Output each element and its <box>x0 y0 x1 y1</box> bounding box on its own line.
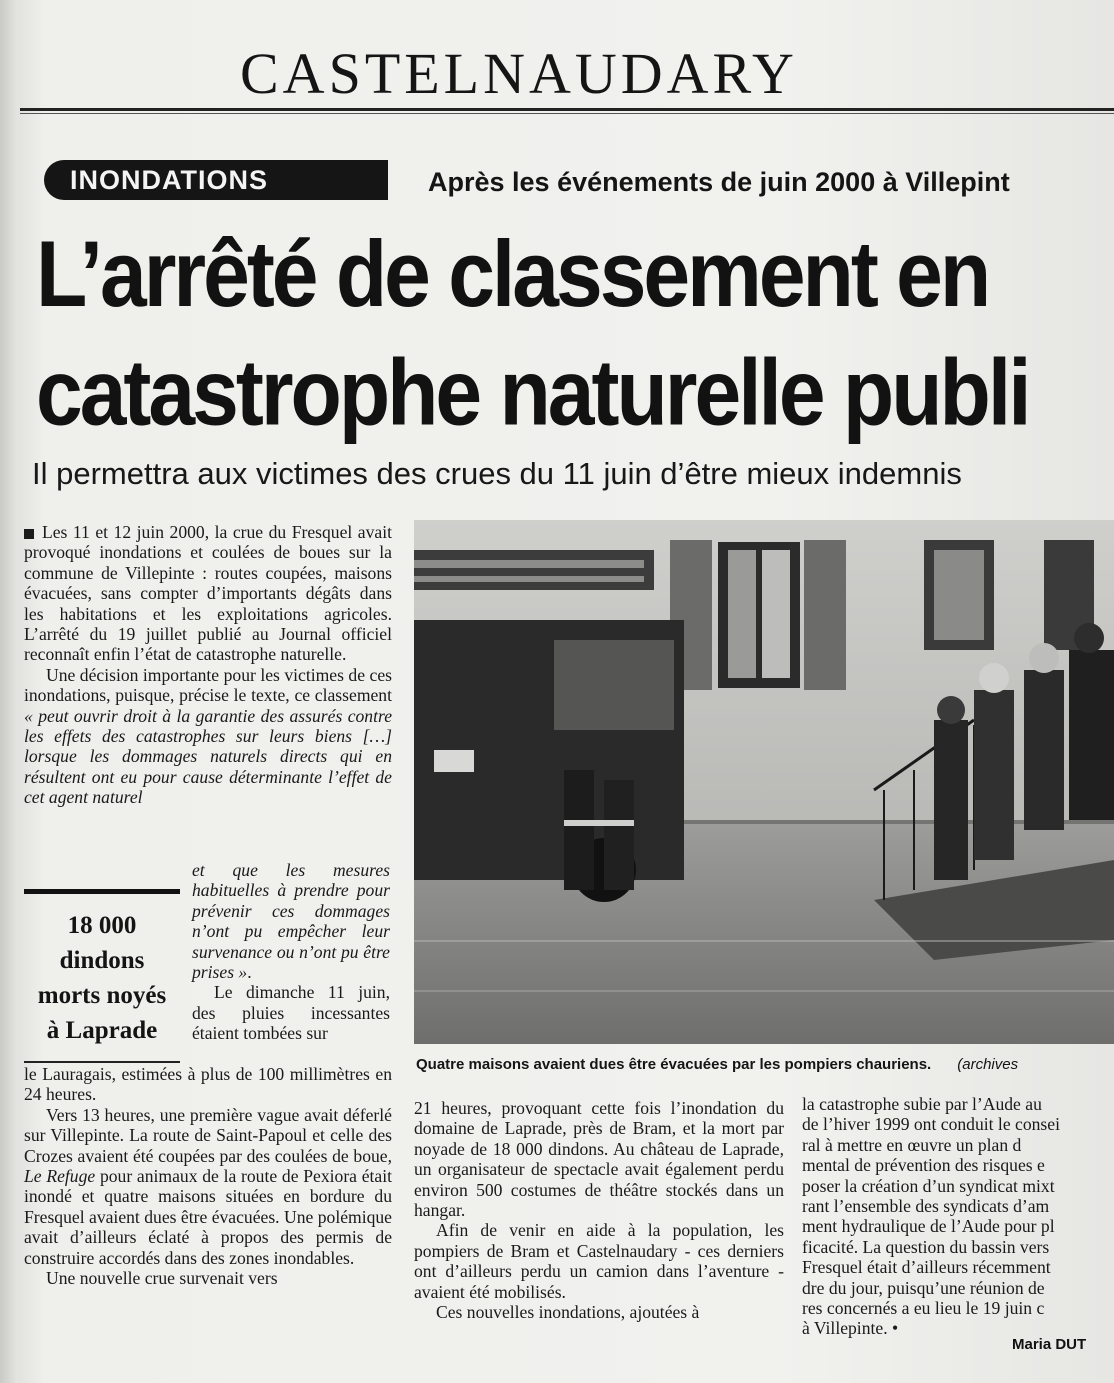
firefighter <box>604 780 634 890</box>
firefighter <box>564 770 594 890</box>
column-line: dre du jour, puisqu’une réunion de <box>802 1277 1045 1298</box>
article-paragraph <box>24 665 392 808</box>
paragraph-text: Une décision importante pour les victimes de ces inondations, puisque, précise le texte, ce classement <box>24 664 392 706</box>
kicker: Après les événements de juin 2000 à Villepint <box>428 167 1010 197</box>
sidebox-bottom-rule <box>24 1061 180 1063</box>
article-paragraph <box>192 982 390 1043</box>
paragraph-text: Une nouvelle crue survenait vers <box>46 1268 278 1289</box>
paragraph-text: Afin de venir en aide à la population, les pompiers de Bram et Castelnaudary - ces derniers ont d’ailleurs perdu un camion dans l’aventure - avaient été mobilisés. <box>414 1220 784 1302</box>
article-column-2 <box>414 1098 784 1322</box>
column-line: la catastrophe subie par l’Aude au <box>802 1094 1042 1114</box>
article-paragraph <box>414 1220 784 1302</box>
person <box>1069 650 1114 820</box>
article-paragraph <box>414 1098 784 1220</box>
article-column-3 <box>802 1094 1114 1344</box>
person <box>974 690 1014 860</box>
paragraph-text: le Lauragais, estimées à plus de 100 millimètres en 24 heures. <box>24 1064 392 1105</box>
italic-name: Le Refuge <box>24 1166 96 1187</box>
column-line: de l’hiver 1999 ont conduit le consei <box>802 1114 1060 1135</box>
flood-photo <box>414 520 1114 1044</box>
article-column-1 <box>24 522 392 808</box>
paragraph-text: 21 heures, provoquant cette fois l’inondation du domaine de Laprade, près de Bram, et la mort par noyade de 18 000 dindons. Au château de Laprade, un organisateur de spectacle avait également perdu environ 500 costumes de théâtre stockés dans un hangar. <box>414 1098 784 1221</box>
sidebox-line: dindons <box>59 947 145 974</box>
column-line: mental de prévention des risques e <box>802 1155 1045 1176</box>
person <box>1024 670 1064 830</box>
truck-ladder <box>414 560 644 568</box>
sidebox-line: 18 000 <box>67 912 137 939</box>
quote-text: « peut ouvrir droit à la garantie des assurés contre les effets des catastrophes sur leurs biens […] lorsque les dommages naturels directs qui en résultent ont eu pour cause déterminante l’effet de cet agent naturel <box>24 705 392 808</box>
article-paragraph <box>192 860 390 982</box>
header-rule <box>20 108 1114 111</box>
article-column-1-wrap <box>192 860 390 1044</box>
paragraph-text: Les 11 et 12 juin 2000, la crue du Fresquel avait provoqué inondations et coulées de boues sur la commune de Villepinte : routes coupées, maisons évacuées, sans compter d’importants dégâts dans les habitations et les exploitations agricoles. L’arrêté du 19 juillet publié au Journal officiel reconnaît enfin l’état de catastrophe naturelle. <box>24 522 392 665</box>
article-paragraph <box>24 1105 392 1268</box>
paragraph-text: pour animaux de la route de Pexiora était inondé et quatre maisons situées en bordure du Fresquel avaient dues être évacuées. Une polémique avait d’ailleurs éclaté à propos des permis de construire accordés dans des zones inondables. <box>24 1166 392 1268</box>
sidebox-line: morts noyés <box>37 982 167 1009</box>
column-line: ral à mettre en œuvre un plan d <box>802 1134 1022 1155</box>
article-paragraph <box>24 1064 392 1105</box>
article-paragraph <box>24 522 392 665</box>
article-paragraph <box>414 1302 784 1322</box>
column-line: Fresquel était d’ailleurs récemment <box>802 1257 1051 1278</box>
article-column-1-bottom <box>24 1064 392 1288</box>
column-line: res concernés a eu lieu le 19 juin c <box>802 1298 1045 1319</box>
caption-text: Quatre maisons avaient dues être évacuées par les pompiers chauriens. <box>416 1056 932 1073</box>
quote-tail: . <box>247 962 252 983</box>
paragraph-bullet-icon <box>24 529 34 539</box>
header-rule-thin <box>20 113 1114 114</box>
section-title: CASTELNAUDARY <box>240 41 798 106</box>
topic-tag: INONDATIONS <box>44 160 388 200</box>
paper-fold-shadow <box>0 0 18 1383</box>
column-line: à Villepinte. • <box>802 1318 899 1339</box>
photo-caption <box>416 1052 1114 1078</box>
flood-photo-illustration <box>414 520 1114 1044</box>
column-line: poser la création d’un syndicat mixt <box>802 1175 1055 1196</box>
author-signature: Maria DUT <box>1012 1336 1087 1353</box>
headline-line-1: L’arrêté de classement en <box>36 220 989 326</box>
paragraph-text: Vers 13 heures, une première vague avait déferlé sur Villepinte. La route de Saint-Papoul et celle des Crozes avaient été coupées par des coulées de boue, <box>24 1104 392 1166</box>
headline <box>36 214 1114 483</box>
paragraph-text: Ces nouvelles inondations, ajoutées à <box>436 1302 700 1323</box>
sidebox-top-rule <box>24 889 180 894</box>
shutter-right <box>804 540 846 690</box>
column-line: rant l’ensemble des syndicats d’am <box>802 1196 1050 1217</box>
deck-subheadline: Il permettra aux victimes des crues du 11 juin d’être mieux indemnis <box>32 456 962 491</box>
column-line: ficacité. La question du bassin vers <box>802 1236 1050 1257</box>
paragraph-text: Le dimanche 11 juin, des pluies incessantes étaient tombées sur <box>192 982 390 1044</box>
article-paragraph <box>24 1268 392 1288</box>
sidebox-highlight <box>24 908 180 1058</box>
person <box>934 720 968 880</box>
headline-line-2: catastrophe naturelle publi <box>36 339 1029 445</box>
photo-credit: (archives <box>957 1056 1019 1073</box>
quote-text: et que les mesures habituelles à prendre pour prévenir ces dommages n’ont pu empêcher leur survenance ou n’ont pu être prises » <box>192 860 390 983</box>
column-line: ment hydraulique de l’Aude pour pl <box>802 1216 1055 1237</box>
sidebox-line: à Laprade <box>46 1017 158 1044</box>
